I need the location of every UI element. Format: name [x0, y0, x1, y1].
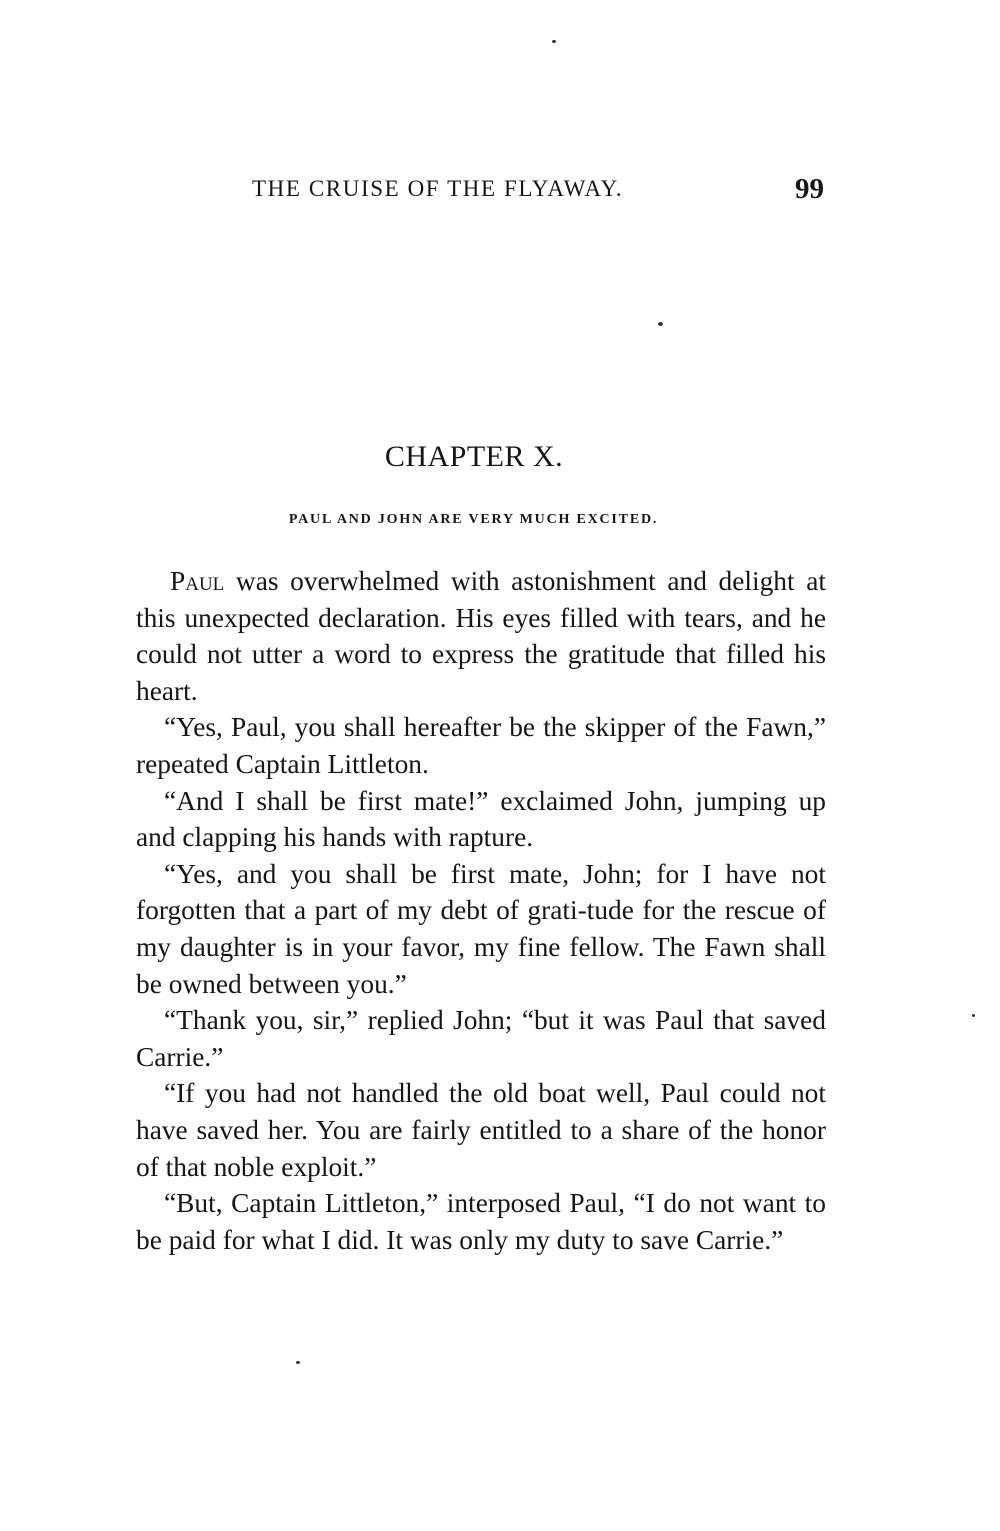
- paragraph-3: “And I shall be first mate!” exclaimed John, jumping up and clapping his hands with rapture.: [136, 785, 826, 853]
- scan-speck: [296, 1361, 300, 1364]
- paragraph-4: “Yes, and you shall be first mate, John; for I have not forgotten that a part of my debt of grati-tude for the rescue of my daughter is in your favor, my fine fellow. The Fawn shall be owned between you.”: [136, 858, 826, 999]
- paragraph-7: “But, Captain Littleton,” interposed Paul, “I do not want to be paid for what I did. It was only my duty to save Carrie.”: [136, 1188, 826, 1255]
- paragraph-1-text: was overwhelmed with astonishment and delight at this unexpected declaration. His eyes filled with tears, and he could not utter a word to express the gratitude that filled his heart.: [136, 566, 826, 706]
- paragraph-6: “If you had not handled the old boat well, Paul could not have saved her. You are fairly entitled to a share of the honor of that noble exploit.”: [136, 1078, 826, 1182]
- chapter-title: CHAPTER X.: [384, 440, 564, 473]
- running-head: [252, 173, 824, 216]
- chapter-subtitle: PAUL AND JOHN ARE VERY MUCH EXCITED.: [288, 512, 659, 527]
- paragraph-5: “Thank you, sir,” replied John; “but it was Paul that saved Carrie.”: [136, 1005, 826, 1072]
- page-number: 99: [795, 173, 824, 205]
- scan-speck: [972, 1014, 975, 1017]
- paragraph-1: [136, 563, 826, 709]
- opening-word: Paul: [170, 566, 225, 596]
- scan-speck: [658, 322, 663, 326]
- body-text: [136, 563, 826, 1258]
- paragraph-2: “Yes, Paul, you shall hereafter be the skipper of the Fawn,” repeated Captain Littleton.: [136, 712, 826, 779]
- scan-speck: [552, 40, 556, 43]
- running-title: THE CRUISE OF THE FLYAWAY.: [252, 176, 624, 201]
